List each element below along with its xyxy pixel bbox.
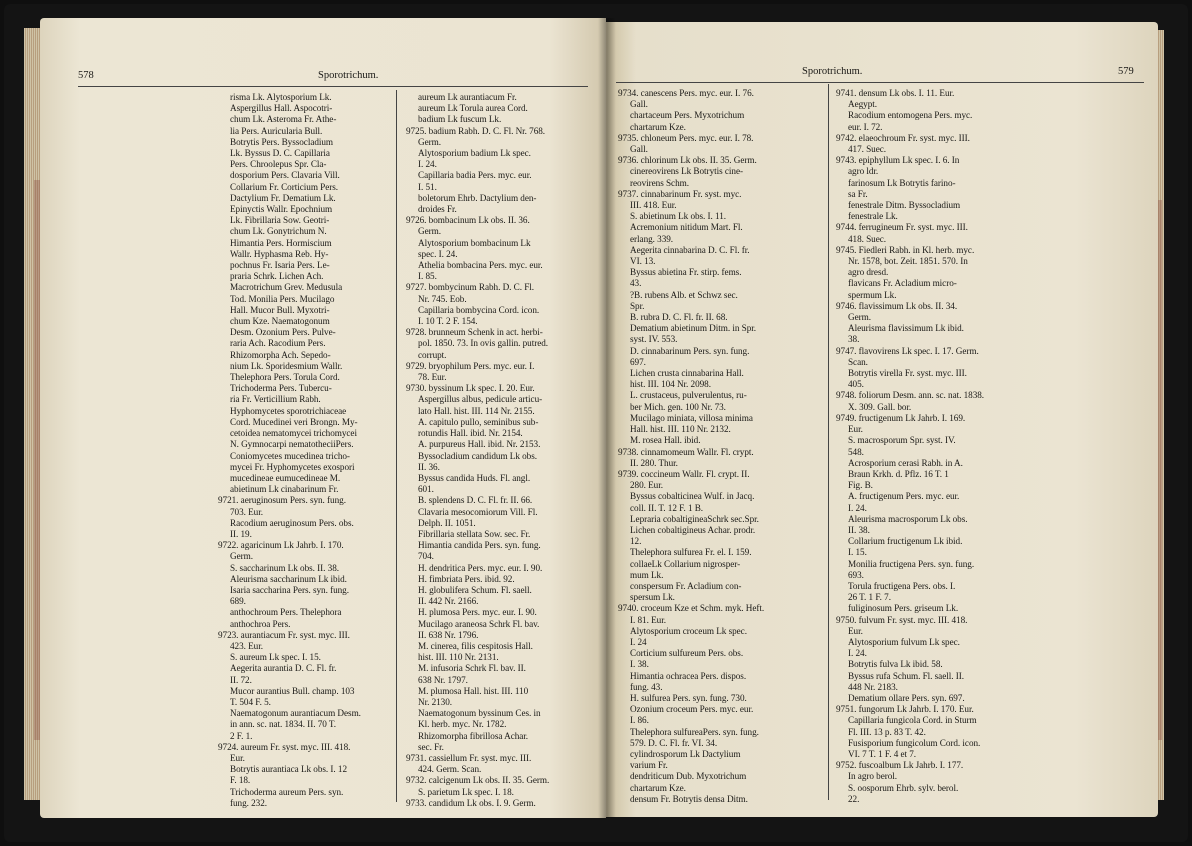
left-column-1 — [218, 92, 361, 809]
text-line: dosporium Pers. Clavaria Vill. — [230, 170, 340, 181]
text-line: Byssus candida Huds. Fl. angl. — [418, 472, 531, 483]
text-line: Fl. III. 13 p. 83 T. 42. — [848, 726, 926, 737]
text-line: Germ. — [418, 226, 441, 237]
text-line: agro dresd. — [848, 267, 889, 278]
text-line: Alytosporium fulvum Lk spec. — [848, 636, 960, 647]
text-line: Pers. Chroolepus Spr. Cla- — [230, 159, 327, 170]
text-line: anthochroa Pers. — [230, 618, 291, 629]
text-line: II. 19. — [230, 528, 252, 539]
text-line: fenestrale Ditm. Byssocladium — [848, 200, 961, 211]
column-rule-right — [828, 84, 829, 800]
text-line: Botrytis fulva Lk ibid. 58. — [848, 659, 943, 670]
text-line: abietinum Lk cinabarinum Fr. — [230, 484, 339, 495]
text-line: ber Mich. gen. 100 Nr. 73. — [630, 401, 726, 412]
text-line: 9736. chlorinum Lk obs. II. 35. Germ. — [618, 155, 757, 166]
text-line: cetoidea nematomycei trichomycei — [230, 428, 357, 439]
text-line: farinosum Lk Botrytis farino- — [848, 177, 956, 188]
text-line: mucedineae eumucedineae M. — [230, 472, 341, 483]
text-line: Kl. herb. myc. Nr. 1782. — [418, 719, 507, 730]
text-line: 43. — [630, 278, 642, 289]
text-line: corrupt. — [418, 349, 447, 360]
text-line: Macrotrichum Grev. Medusula — [230, 282, 343, 293]
text-line: chum Lk. Gonytrichum N. — [230, 226, 327, 237]
text-line: 9734. canescens Pers. myc. eur. I. 76. — [618, 88, 754, 98]
text-line: 424. Germ. Scan. — [418, 764, 482, 775]
text-line: Aspergillus Hall. Aspocotri- — [230, 103, 333, 114]
text-line: Botrytis virella Fr. syst. myc. III. — [848, 368, 967, 379]
text-line: Botrytis aurantiaca Lk obs. I. 12 — [230, 764, 347, 775]
text-line: Desm. Ozonium Pers. Pulve- — [230, 327, 336, 338]
text-line: 9743. epiphyllum Lk spec. I. 6. In — [836, 155, 960, 166]
text-line: 9749. fructigenum Lk Jahrb. I. 169. — [836, 412, 966, 423]
text-line: III. 418. Eur. — [630, 200, 677, 211]
text-line: Nr. 1578, bot. Zeit. 1851. 570. In — [848, 256, 968, 267]
text-line: Isaria saccharina Pers. syn. fung. — [230, 584, 349, 595]
text-line: B. splendens D. C. Fl. fr. II. 66. — [418, 495, 533, 506]
text-line: Mucilago miniata, villosa minima — [630, 412, 753, 423]
text-line: eur. I. 72. — [848, 121, 883, 132]
text-line: Dematium ollare Pers. syn. 697. — [848, 692, 965, 703]
text-line: conspersum Fr. Acladium con- — [630, 580, 742, 591]
text-line: Germ. — [418, 136, 441, 147]
text-line: 9750. fulvum Fr. syst. myc. III. 418. — [836, 614, 968, 625]
text-line: sa Fr. — [848, 188, 868, 199]
text-line: Himantia candida Pers. syn. fung. — [418, 540, 541, 551]
text-line: I. 81. Eur. — [630, 614, 666, 625]
text-line: Torula fructigena Pers. obs. I. — [848, 580, 956, 591]
text-line: F. 18. — [230, 775, 251, 786]
text-line: I. 24. — [848, 502, 867, 513]
text-line: 9748. foliorum Desm. ann. sc. nat. 1838. — [836, 390, 985, 401]
text-line: lia Pers. Auricularia Bull. — [230, 125, 323, 136]
text-line: mum Lk. — [630, 569, 664, 580]
text-line: I. 24. — [848, 648, 867, 659]
text-line: Aleurisma macrosporum Lk obs. — [848, 513, 968, 524]
text-line: 9741. densum Lk obs. I. 11. Eur. — [836, 88, 955, 98]
text-line: 579. D. C. Fl. fr. VI. 34. — [630, 737, 718, 748]
text-line: Cord. Mucedinei veri Brongn. My- — [230, 416, 358, 427]
text-line: fung. 232. — [230, 797, 268, 808]
text-line: Lichen crusta cinnabarina Hall. — [630, 368, 744, 379]
text-line: Gall. — [630, 99, 648, 110]
text-line: Hyphomycetes sporotrichiaceae — [230, 405, 347, 416]
text-line: Corticium sulfureum Pers. obs. — [630, 648, 744, 659]
text-line: M. cinerea, filis cespitosis Hall. — [418, 640, 533, 651]
text-line: M. rosea Hall. ibid. — [630, 435, 701, 446]
text-line: ria Fr. Verticillium Rabh. — [230, 394, 321, 405]
text-line: cylindrosporum Lk Dactylium — [630, 748, 741, 759]
text-line: H. dendritica Pers. myc. eur. I. 90. — [418, 562, 543, 573]
text-line: L. crustaceus, pulverulentus, ru- — [630, 390, 747, 401]
text-line: reovirens Schm. — [630, 177, 689, 188]
text-line: Lk. Byssus D. C. Capillaria — [230, 148, 330, 159]
text-line: coll. II. T. 12 F. 1 B. — [630, 502, 704, 513]
text-line: Germ. — [230, 551, 253, 562]
book-gutter — [598, 18, 616, 818]
text-line: Hall. Mucor Bull. Myxotri- — [230, 304, 330, 315]
text-line: agro ldr. — [848, 166, 879, 177]
text-line: 12. — [630, 536, 642, 547]
text-line: N. Gymnocarpi nematotheciiPers. — [230, 439, 354, 450]
text-line: A. fructigenum Pers. myc. eur. — [848, 491, 960, 502]
text-line: spersum Lk. — [630, 592, 675, 603]
text-line: chartarum Kze. — [630, 121, 686, 132]
text-line: 9723. aurantiacum Fr. syst. myc. III. — [218, 629, 350, 640]
text-line: nium Lk. Sporidesmium Wallr. — [230, 360, 343, 371]
text-line: risma Lk. Alytosporium Lk. — [230, 92, 332, 102]
text-line: 9744. ferrugineum Fr. syst. myc. III. — [836, 222, 968, 233]
text-line: Collarium fructigenum Lk ibid. — [848, 536, 963, 547]
text-line: 697. — [630, 356, 646, 367]
text-line: Scan. — [848, 356, 868, 367]
text-line: Coniomycetes mucedinea tricho- — [230, 450, 350, 461]
text-line: 22. — [848, 793, 860, 804]
text-line: Capillaria badia Pers. myc. eur. — [418, 170, 532, 181]
text-line: praria Schrk. Lichen Ach. — [230, 271, 324, 282]
text-line: H. globulifera Schum. Fl. saell. — [418, 584, 532, 595]
left-column-2 — [406, 92, 549, 809]
text-line: B. rubra D. C. Fl. fr. II. 68. — [630, 312, 728, 323]
running-head-left: Sporotrichum. — [318, 70, 379, 81]
text-line: chum Lk. Asteroma Fr. Athe- — [230, 114, 337, 125]
text-line: Alytosporium croceum Lk spec. — [630, 625, 747, 636]
text-line: 9722. agaricinum Lk Jahrb. I. 170. — [218, 540, 344, 551]
text-line: Fibrillaria stellata Sow. sec. Fr. — [418, 528, 531, 539]
text-line: chartarum Kze. — [630, 782, 686, 793]
text-line: Thelephora Pers. Torula Cord. — [230, 372, 340, 383]
text-line: Acremonium nitidum Mart. Fl. — [630, 222, 743, 233]
text-line: densum Fr. Botrytis densa Ditm. — [630, 793, 748, 804]
text-line: Nr. 745. Eob. — [418, 293, 467, 304]
text-line: Byssus rufa Schum. Fl. saell. II. — [848, 670, 964, 681]
text-line: fung. 43. — [630, 681, 663, 692]
text-line: X. 309. Gall. bor. — [848, 401, 912, 412]
text-line: Lk. Fibrillaria Sow. Geotri- — [230, 215, 330, 226]
text-line: pochnus Fr. Isaria Pers. Le- — [230, 260, 330, 271]
text-line: Monilia fructigena Pers. syn. fung. — [848, 558, 975, 569]
text-line: II. 442 Nr. 2166. — [418, 596, 479, 607]
text-line: 26 T. 1 F. 7. — [848, 592, 891, 603]
text-line: anthochroum Pers. Thelephora — [230, 607, 342, 618]
text-line: Braun Krkh. d. Pflz. 16 T. 1 — [848, 468, 949, 479]
text-line: 78. Eur. — [418, 372, 447, 383]
text-line: 9751. fungorum Lk Jahrb. I. 170. Eur. — [836, 704, 974, 715]
text-line: boletorum Ehrb. Dactylium den- — [418, 192, 537, 203]
text-line: hist. III. 110 Nr. 2131. — [418, 652, 499, 663]
text-line: S. abietinum Lk obs. I. 11. — [630, 211, 727, 222]
text-line: raria Ach. Racodium Pers. — [230, 338, 326, 349]
text-line: Ozonium croceum Pers. myc. eur. — [630, 704, 754, 715]
text-line: H. fimbriata Pers. ibid. 92. — [418, 573, 515, 584]
text-line: 9731. cassiellum Fr. syst. myc. III. — [406, 752, 532, 763]
text-line: 405. — [848, 379, 864, 390]
text-line: S. saccharinum Lk obs. II. 38. — [230, 562, 339, 573]
text-line: I. 86. — [630, 715, 649, 726]
text-line: II. 638 Nr. 1796. — [418, 629, 479, 640]
text-line: S. oosporum Ehrb. sylv. berol. — [848, 782, 959, 793]
text-line: Mucilago araneosa Schrk Fl. bav. — [418, 618, 540, 629]
left-page — [40, 18, 606, 818]
text-line: Trichoderma aureum Pers. syn. — [230, 786, 344, 797]
text-line: 548. — [848, 446, 864, 457]
text-line: 9727. bombycinum Rabh. D. C. Fl. — [406, 282, 535, 293]
text-line: Himantia ochracea Pers. dispos. — [630, 670, 747, 681]
text-line: 423. Eur. — [230, 640, 263, 651]
text-line: Tod. Monilia Pers. Mucilago — [230, 293, 335, 304]
text-line: 693. — [848, 569, 864, 580]
text-line: Alytosporium bombacinum Lk — [418, 237, 531, 248]
text-line: cinereovirens Lk Botrytis cine- — [630, 166, 744, 177]
text-line: 2 F. 1. — [230, 730, 253, 741]
text-line: flavicans Fr. Acladium micro- — [848, 278, 957, 289]
text-line: hist. III. 104 Nr. 2098. — [630, 379, 711, 390]
text-line: Aegerita cinnabarina D. C. Fl. fr. — [630, 244, 750, 255]
text-line: aureum Lk Torula aurea Cord. — [418, 103, 528, 114]
text-line: 9735. chloneum Pers. myc. eur. I. 78. — [618, 132, 754, 143]
text-line: Lichen cobaltigineus Achar. prodr. — [630, 524, 756, 535]
text-line: erlang. 339. — [630, 233, 674, 244]
text-line: Germ. — [848, 312, 871, 323]
text-line: Eur. — [848, 424, 863, 435]
text-line: 9733. candidum Lk obs. I. 9. Germ. — [406, 797, 536, 808]
text-line: H. plumosa Pers. myc. eur. I. 90. — [418, 607, 537, 618]
text-line: ?B. rubens Alb. et Schwz sec. — [630, 289, 738, 300]
text-line: Aegerita aurantia D. C. Fl. fr. — [230, 663, 337, 674]
text-line: lato Hall. hist. III. 114 Nr. 2155. — [418, 405, 535, 416]
text-line: VI. 7 T. 1 F. 4 et 7. — [848, 748, 917, 759]
text-line: 601. — [418, 484, 434, 495]
text-line: D. cinnabarinum Pers. syn. fung. — [630, 345, 750, 356]
text-line: 9742. elaeochroum Fr. syst. myc. III. — [836, 132, 970, 143]
text-line: Rhizomorpha fibrillosa Achar. — [418, 730, 529, 741]
text-line: A. capitulo pullo, seminibus sub- — [418, 416, 539, 427]
text-line: Epinyctis Wallr. Epochnium — [230, 204, 333, 215]
text-line: chartaceum Pers. Myxotrichum — [630, 110, 745, 121]
text-line: Rhizomorpha Ach. Sepedo- — [230, 349, 331, 360]
text-line: Aegypt. — [848, 99, 877, 110]
text-line: Thelephora sulfureaPers. syn. fung. — [630, 726, 759, 737]
text-line: M. infusoria Schrk Fl. bav. II. — [418, 663, 526, 674]
text-line: Lepraria cobaltigineaSchrk sec.Spr. — [630, 513, 759, 524]
text-line: Eur. — [230, 752, 245, 763]
text-line: 9745. Fiedleri Rabh. in Kl. herb. myc. — [836, 244, 975, 255]
text-line: fenestrale Lk. — [848, 211, 898, 222]
text-line: II. 280. Thur. — [630, 457, 678, 468]
text-line: Botrytis Pers. Byssocladium — [230, 136, 334, 147]
text-line: VI. 13. — [630, 256, 656, 267]
text-line: 9752. fuscoalbum Lk Jahrb. I. 177. — [836, 760, 964, 771]
text-line: 9730. byssinum Lk spec. I. 20. Eur. — [406, 383, 535, 394]
text-line: Capillaria fungicola Cord. in Sturm — [848, 715, 977, 726]
text-line: 638 Nr. 1797. — [418, 674, 468, 685]
text-line: badium Lk fuscum Lk. — [418, 114, 502, 125]
text-line: Naematogonum aurantiacum Desm. — [230, 708, 361, 719]
text-line: 9724. aureum Fr. syst. myc. III. 418. — [218, 741, 351, 752]
text-line: pol. 1850. 73. In ovis gallin. putred. — [418, 338, 549, 349]
text-line: 9746. flavissimum Lk obs. II. 34. — [836, 300, 958, 311]
text-line: 9729. bryophilum Pers. myc. eur. I. — [406, 360, 535, 371]
text-line: 689. — [230, 596, 246, 607]
text-line: dendriticum Dub. Myxotrichum — [630, 771, 747, 782]
text-line: Nr. 2130. — [418, 696, 453, 707]
right-column-2 — [836, 88, 984, 805]
text-line: I. 85. — [418, 271, 437, 282]
text-line: I. 38. — [630, 659, 649, 670]
text-line: II. 36. — [418, 461, 440, 472]
text-line: aureum Lk aurantiacum Fr. — [418, 92, 517, 102]
text-line: M. plumosa Hall. hist. III. 110 — [418, 685, 529, 696]
text-line: I. 51. — [418, 181, 437, 192]
text-line: 9732. calcigenum Lk obs. II. 35. Germ. — [406, 775, 550, 786]
text-line: rotundis Hall. ibid. Nr. 2154. — [418, 428, 523, 439]
text-line: S. parietum Lk spec. I. 18. — [418, 786, 514, 797]
running-head-right: Sporotrichum. — [802, 66, 863, 77]
text-line: II. 38. — [848, 524, 870, 535]
text-line: varium Fr. — [630, 760, 668, 771]
text-line: Collarium Fr. Corticium Pers. — [230, 181, 339, 192]
right-page — [606, 22, 1158, 817]
text-line: Aleurisma saccharinum Lk ibid. — [230, 573, 347, 584]
text-line: Dematium abietinum Ditm. in Spr. — [630, 323, 756, 334]
text-line: Mucor aurantius Bull. champ. 103 — [230, 685, 355, 696]
text-line: mycei Fr. Hyphomycetes exospori — [230, 461, 355, 472]
text-line: Thelephora sulfurea Fr. el. I. 159. — [630, 547, 752, 558]
text-line: I. 15. — [848, 547, 867, 558]
text-line: collaeLk Collarium nigrosper- — [630, 558, 741, 569]
text-line: I. 24. — [418, 159, 437, 170]
text-line: Racodium entomogena Pers. myc. — [848, 110, 973, 121]
text-line: 418. Suec. — [848, 233, 887, 244]
text-line: droides Fr. — [418, 204, 457, 215]
text-line: Byssus abietina Fr. stirp. fems. — [630, 267, 742, 278]
text-line: 38. — [848, 334, 860, 345]
text-line: Fusisporium fungicolum Cord. icon. — [848, 737, 981, 748]
text-line: 448 Nr. 2183. — [848, 681, 898, 692]
text-line: spermum Lk. — [848, 289, 897, 300]
text-line: in ann. sc. nat. 1834. II. 70 T. — [230, 719, 336, 730]
text-line: Gall. — [630, 144, 648, 155]
text-line: Hall. hist. III. 110 Nr. 2132. — [630, 424, 731, 435]
text-line: T. 504 F. 5. — [230, 696, 271, 707]
text-line: II. 72. — [230, 674, 252, 685]
text-line: 9726. bombacinum Lk obs. II. 36. — [406, 215, 530, 226]
text-line: Capillaria bombycina Cord. icon. — [418, 304, 540, 315]
text-line: Wallr. Hyphasma Reb. Hy- — [230, 248, 329, 259]
text-line: syst. IV. 553. — [630, 334, 678, 345]
text-line: S. aureum Lk spec. I. 15. — [230, 652, 321, 663]
text-line: 417. Suec. — [848, 144, 887, 155]
text-line: 9737. cinnabarinum Fr. syst. myc. — [618, 188, 742, 199]
page-number-left: 578 — [78, 70, 94, 81]
text-line: Eur. — [848, 625, 863, 636]
text-line: H. sulfurea Pers. syn. fung. 730. — [630, 692, 747, 703]
text-line: Delph. II. 1051. — [418, 517, 476, 528]
text-line: 9740. croceum Kze et Schm. myk. Heft. — [618, 603, 765, 614]
header-rule-left — [78, 86, 588, 87]
text-line: 704. — [418, 551, 434, 562]
text-line: Athelia bombacina Pers. myc. eur. — [418, 260, 543, 271]
text-line: I. 24 — [630, 636, 647, 647]
text-line: Dactylium Fr. Dematium Lk. — [230, 192, 336, 203]
column-rule-left — [396, 90, 397, 802]
text-line: chum Kze. Naematogonum — [230, 316, 330, 327]
text-line: Byssocladium candidum Lk obs. — [418, 450, 537, 461]
text-line: 703. Eur. — [230, 506, 263, 517]
text-line: A. purpureus Hall. ibid. Nr. 2153. — [418, 439, 541, 450]
text-line: Fig. B. — [848, 480, 873, 491]
text-line: Byssus cobalticinea Wulf. in Jacq. — [630, 491, 755, 502]
text-line: Trichoderma Pers. Tubercu- — [230, 383, 332, 394]
text-line: 9721. aeruginosum Pers. syn. fung. — [218, 495, 346, 506]
page-number-right: 579 — [1118, 66, 1134, 77]
text-line: Naematogonum byssinum Ces. in — [418, 708, 541, 719]
text-line: 9747. flavovirens Lk spec. I. 17. Germ. — [836, 345, 979, 356]
text-line: 9728. brunneum Schenk in act. herbi- — [406, 327, 543, 338]
text-line: sec. Fr. — [418, 741, 444, 752]
text-line: I. 10 T. 2 F. 154. — [418, 316, 478, 327]
text-line: Aleurisma flavissimum Lk ibid. — [848, 323, 964, 334]
text-line: 9738. cinnamomeum Wallr. Fl. crypt. — [618, 446, 754, 457]
text-line: Acrosporium cerasi Rabh. in A. — [848, 457, 963, 468]
right-column-1 — [618, 88, 764, 805]
text-line: Spr. — [630, 300, 645, 311]
text-line: Clavaria mesocomiorum Vill. Fl. — [418, 506, 538, 517]
text-line: 280. Eur. — [630, 480, 663, 491]
text-line: 9725. badium Rabh. D. C. Fl. Nr. 768. — [406, 125, 546, 136]
text-line: Himantia Pers. Hormiscium — [230, 237, 332, 248]
text-line: Racodium aeruginosum Pers. obs. — [230, 517, 354, 528]
text-line: S. macrosporum Spr. syst. IV. — [848, 435, 956, 446]
text-line: fuliginosum Pers. griseum Lk. — [848, 603, 959, 614]
text-line: 9739. coccineum Wallr. Fl. crypt. II. — [618, 468, 750, 479]
text-line: In agro berol. — [848, 771, 898, 782]
header-rule-right — [616, 82, 1144, 83]
text-line: spec. I. 24. — [418, 248, 458, 259]
text-line: Alytosporium badium Lk spec. — [418, 148, 531, 159]
text-line: Aspergillus albus, pedicule articu- — [418, 394, 543, 405]
